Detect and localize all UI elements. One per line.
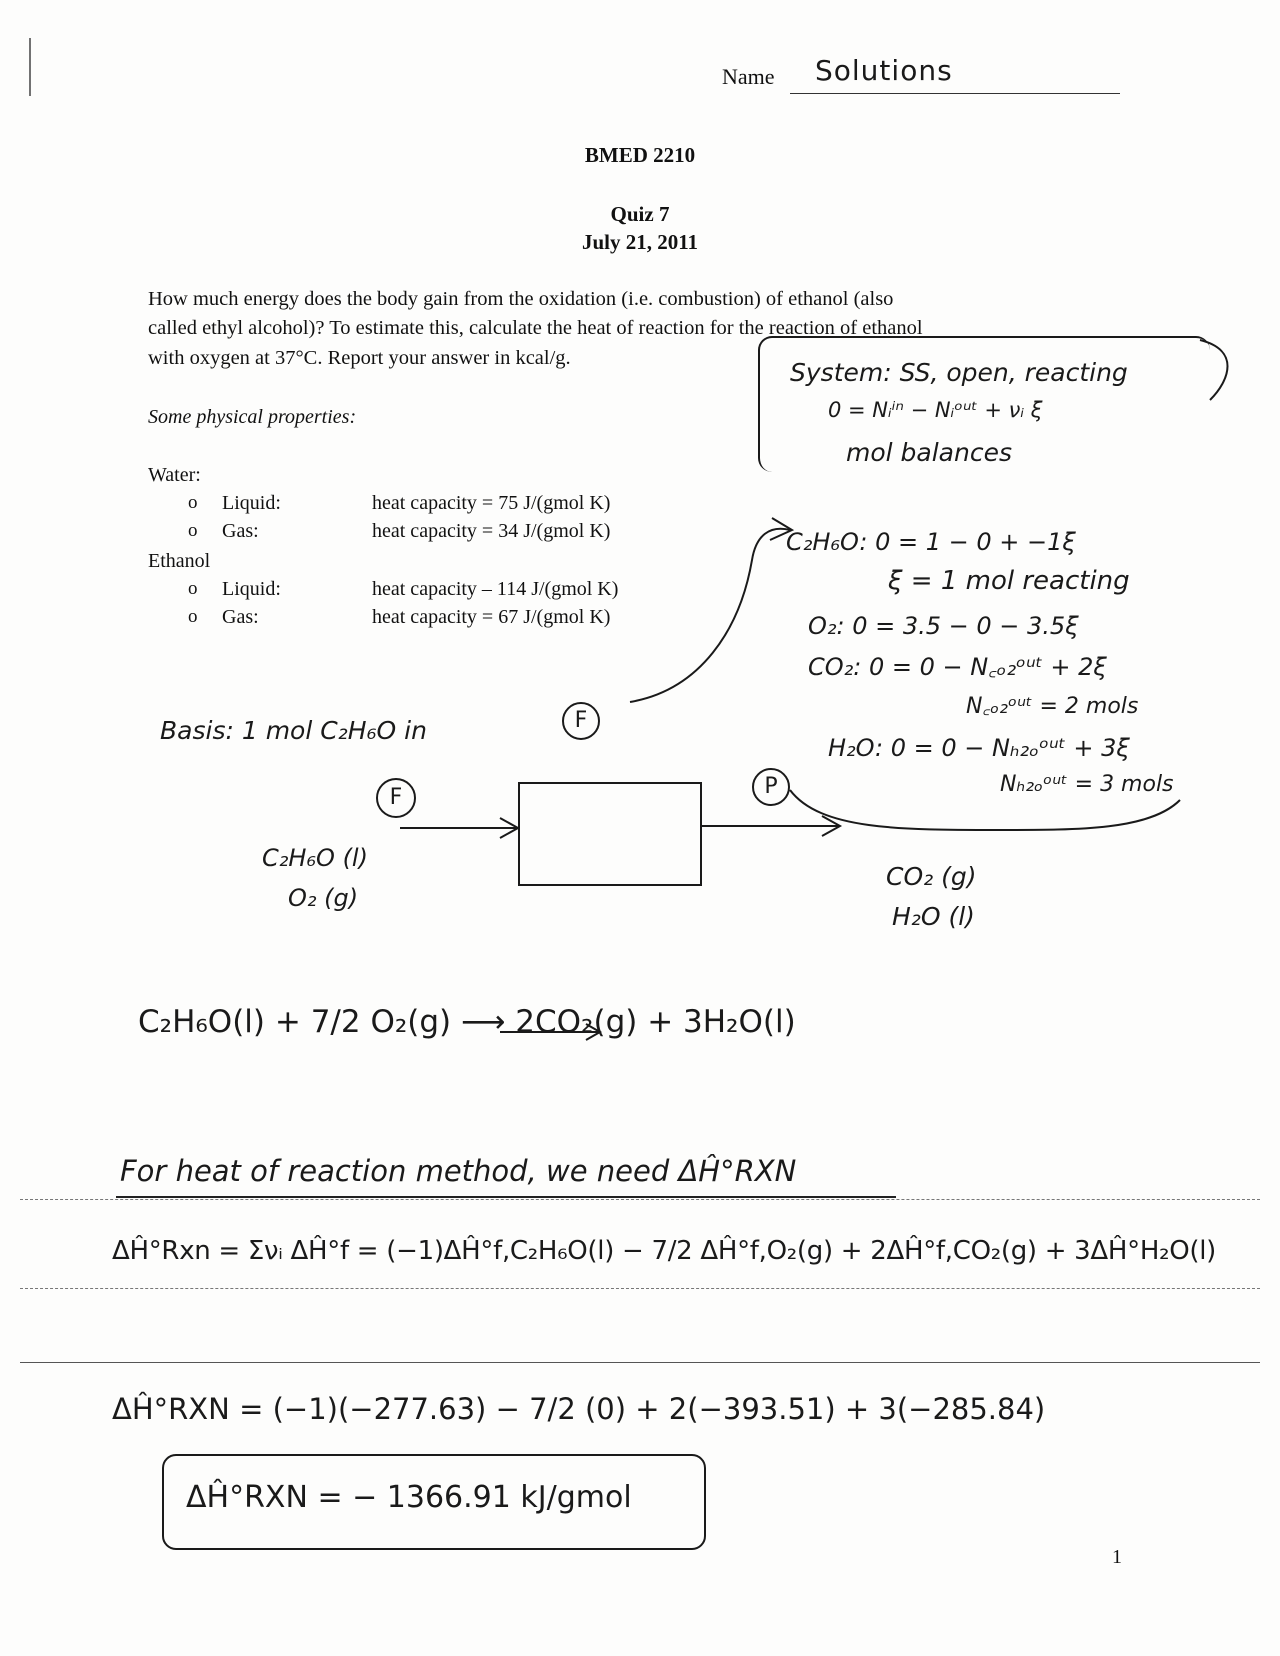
quiz-date: July 21, 2011 [581,230,699,254]
basis-stream-marker: F [562,702,600,740]
page-number: 1 [1112,1546,1122,1568]
ethanol-label: Ethanol [148,550,211,572]
system-mol-balances-label: mol balances [846,438,1012,467]
system-description: System: SS, open, reacting [790,358,1128,387]
basis-statement: Basis: 1 mol C₂H₆O in [160,716,427,745]
bullet: o [188,578,198,599]
name-value: Solutions [815,54,953,87]
bullet: o [188,606,198,627]
ethanol-liquid-value: heat capacity – 114 J/(gmol K) [372,578,619,600]
o2-balance: O₂: 0 = 3.5 − 0 − 3.5ξ [808,612,1079,640]
properties-heading: Some physical properties: [148,406,357,428]
question-line-1: How much energy does the body gain from the oxidation (i.e. combustion) of ethanol (also [148,288,894,310]
product-stream-marker: P [752,768,790,806]
product-co2: CO₂ (g) [886,862,977,891]
ethanol-gas-value: heat capacity = 67 J/(gmol K) [372,606,611,628]
final-answer: ΔĤ°RXN = − 1366.91 kJ/gmol [186,1480,632,1515]
ethanol-gas-label: Gas: [222,606,259,628]
co2-balance: CO₂: 0 = 0 − N꜀ₒ₂ᵒᵘᵗ + 2ξ [808,653,1107,681]
extent-of-reaction: ξ = 1 mol reacting [888,566,1130,596]
course-title: BMED 2210 [584,143,696,167]
basis-to-balance-arrow [630,529,790,702]
water-liquid-value: heat capacity = 75 J/(gmol K) [372,492,611,514]
feed-ethanol: C₂H₆O (l) [262,844,368,872]
heat-of-reaction-substitution: ΔĤ°RXN = (−1)(−277.63) − 7/2 (0) + 2(−393.51) + 3(−285.84) [112,1392,1046,1426]
reaction-equation: C₂H₆O(l) + 7/2 O₂(g) ⟶ 2CO₂(g) + 3H₂O(l) [138,1004,796,1040]
name-label: Name [722,64,775,89]
c2h6o-balance: C₂H₆O: 0 = 1 − 0 + −1ξ [786,528,1076,556]
mol-balances-enclosure [790,340,1228,830]
product-h2o: H₂O (l) [892,902,975,931]
h2o-result: Nₕ₂ₒᵒᵘᵗ = 3 mols [1000,772,1174,797]
feed-stream-marker: F [376,778,416,818]
water-gas-label: Gas: [222,520,259,542]
system-balance-equation: 0 = Nᵢⁱⁿ − Nᵢᵒᵘᵗ + νᵢ ξ [828,398,1043,422]
heat-of-reaction-formula: ΔĤ°Rxn = Σνᵢ ΔĤ°f = (−1)ΔĤ°f,C₂H₆O(l) − 7/2 ΔĤ°f,O₂(g) + 2ΔĤ°f,CO₂(g) + 3ΔĤ°H₂O(l) [112,1236,1216,1266]
feed-oxygen: O₂ (g) [288,884,359,912]
ethanol-liquid-label: Liquid: [222,578,281,600]
water-label: Water: [148,464,201,486]
h2o-balance: H₂O: 0 = 0 − Nₕ₂ₒᵒᵘᵗ + 3ξ [828,734,1130,762]
bullet: o [188,520,198,541]
quiz-title: Quiz 7 [610,202,670,226]
water-gas-value: heat capacity = 34 J/(gmol K) [372,520,611,542]
question-line-2: called ethyl alcohol)? To estimate this, calculate the heat of reaction for the reaction of ethanol [148,317,923,339]
method-note: For heat of reaction method, we need ΔĤ°RXN [120,1154,797,1188]
water-liquid-label: Liquid: [222,492,281,514]
bullet: o [188,492,198,513]
co2-result: N꜀ₒ₂ᵒᵘᵗ = 2 mols [966,694,1139,719]
question-line-3: with oxygen at 37°C. Report your answer in kcal/g. [148,347,571,369]
